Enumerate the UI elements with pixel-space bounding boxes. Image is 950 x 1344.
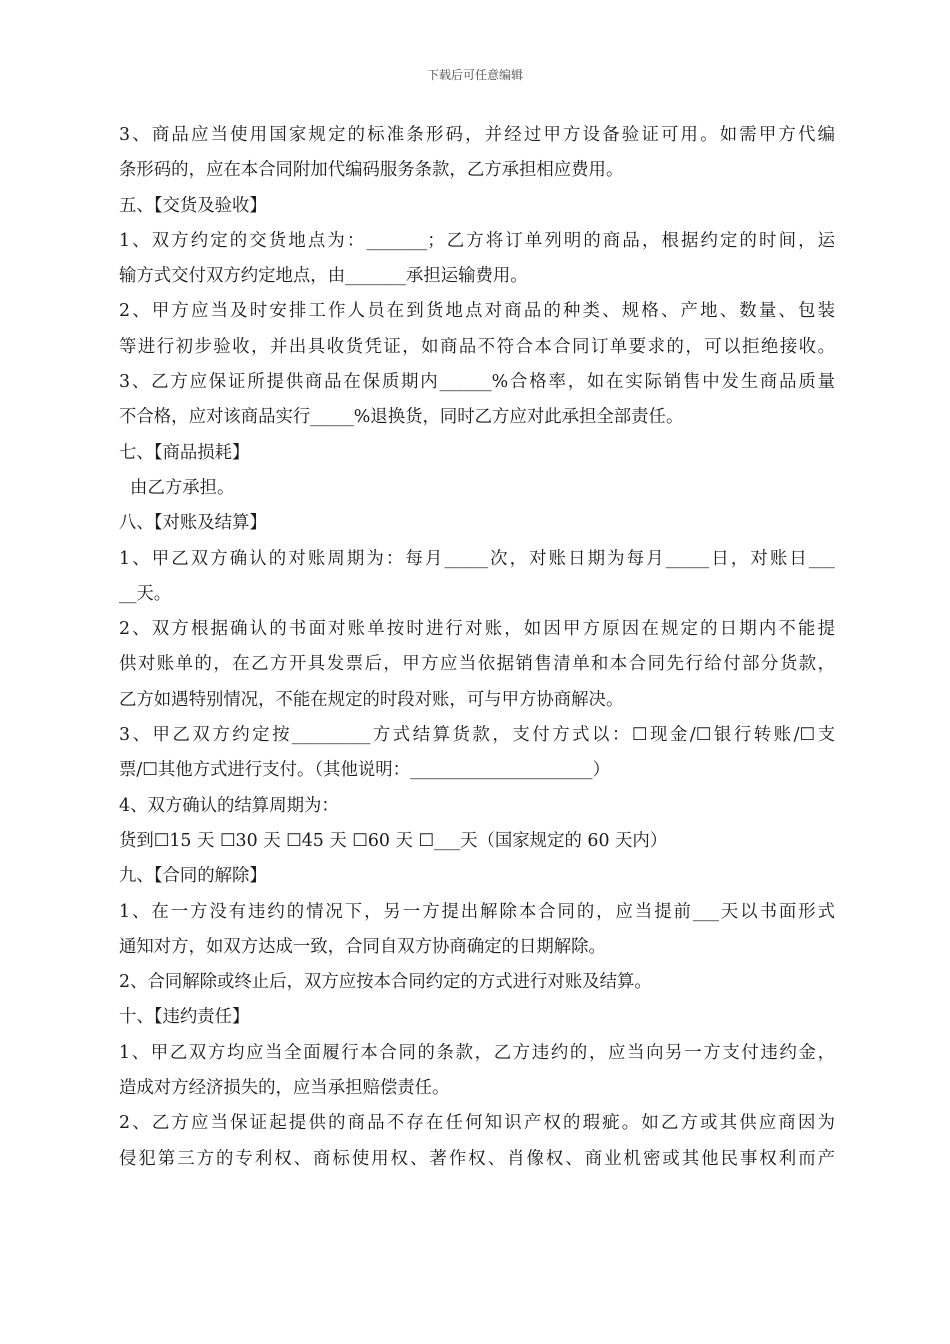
text-line: 十、【违约责任】 — [119, 1007, 250, 1028]
text-line: 不合格，应对该商品实行_____%退换货，同时乙方应对此承担全部责任。 — [119, 407, 684, 428]
text-line: 侵犯第三方的专利权、商标使用权、著作权、肖像权、商业机密或其他民事权利而产 — [119, 1148, 835, 1169]
text-line: 通知对方，如双方达成一致，合同自双方协商确定的日期解除。 — [119, 936, 606, 957]
text-line: 九、【合同的解除】 — [119, 866, 267, 887]
text-line: 由乙方承担。 — [119, 477, 235, 498]
text-line: 造成对方经济损失的，应当承担赔偿责任。 — [119, 1078, 450, 1099]
text-line: 2、双方根据确认的书面对账单按时进行对账，如因甲方原因在规定的日期内不能提 — [119, 619, 835, 640]
text-line: 七、【商品损耗】 — [119, 442, 250, 463]
text-line: 2、甲方应当及时安排工作人员在到货地点对商品的种类、规格、产地、数量、包装 — [119, 301, 835, 322]
text-line: __天。 — [119, 583, 172, 604]
text-line: 供对账单的，在乙方开具发票后，甲方应当依据销售清单和本合同先行给付部分货款， — [119, 654, 835, 675]
text-line: 3、商品应当使用国家规定的标准条形码，并经过甲方设备验证可用。如需甲方代编 — [119, 125, 835, 145]
text-line: 1、甲乙双方均应当全面履行本合同的条款，乙方违约的，应当向另一方支付违约金， — [119, 1042, 835, 1063]
text-line: 3、乙方应保证所提供商品在保质期内______%合格率，如在实际销售中发生商品质量 — [119, 372, 835, 393]
text-line: 乙方如遇特别情况，不能在规定的时段对账，可与甲方协商解决。 — [119, 689, 624, 710]
text-line: 五、【交货及验收】 — [119, 195, 267, 216]
text-line: 输方式交付双方约定地点，由_______承担运输费用。 — [119, 266, 528, 287]
text-line: 1、在一方没有违约的情况下，另一方提出解除本合同的，应当提前___天以书面形式 — [119, 901, 835, 922]
text-line: 3、甲乙双方约定按_________方式结算货款，支付方式以：☐现金/☐银行转账/☐支 — [119, 725, 835, 746]
text-line: 1、双方约定的交货地点为：_______；乙方将订单列明的商品，根据约定的时间，运 — [119, 230, 835, 251]
contract-body — [119, 118, 835, 1177]
text-line: 2、合同解除或终止后，双方应按本合同约定的方式进行对账及结算。 — [119, 972, 652, 993]
text-line: 2、乙方应当保证起提供的商品不存在任何知识产权的瑕疵。如乙方或其供应商因为 — [119, 1113, 835, 1134]
text-line: 八、【对账及结算】 — [119, 513, 267, 534]
text-line: 等进行初步验收，并出具收货凭证，如商品不符合本合同订单要求的，可以拒绝接收。 — [119, 336, 835, 357]
text-line: 票/☐其他方式进行支付。（其他说明：_____________________） — [119, 760, 610, 781]
text-line: 货到☐15 天 ☐30 天 ☐45 天 ☐60 天 ☐___天（国家规定的 60 天内） — [119, 830, 668, 851]
page-header: 下载后可任意编辑 — [426, 68, 523, 82]
text-line: 1、甲乙双方确认的对账周期为：每月_____次，对账日期为每月_____日，对账日___ — [119, 548, 835, 569]
text-line: 条形码的，应在本合同附加代编码服务条款，乙方承担相应费用。 — [119, 160, 624, 181]
text-line: 4、双方确认的结算周期为： — [119, 795, 339, 816]
